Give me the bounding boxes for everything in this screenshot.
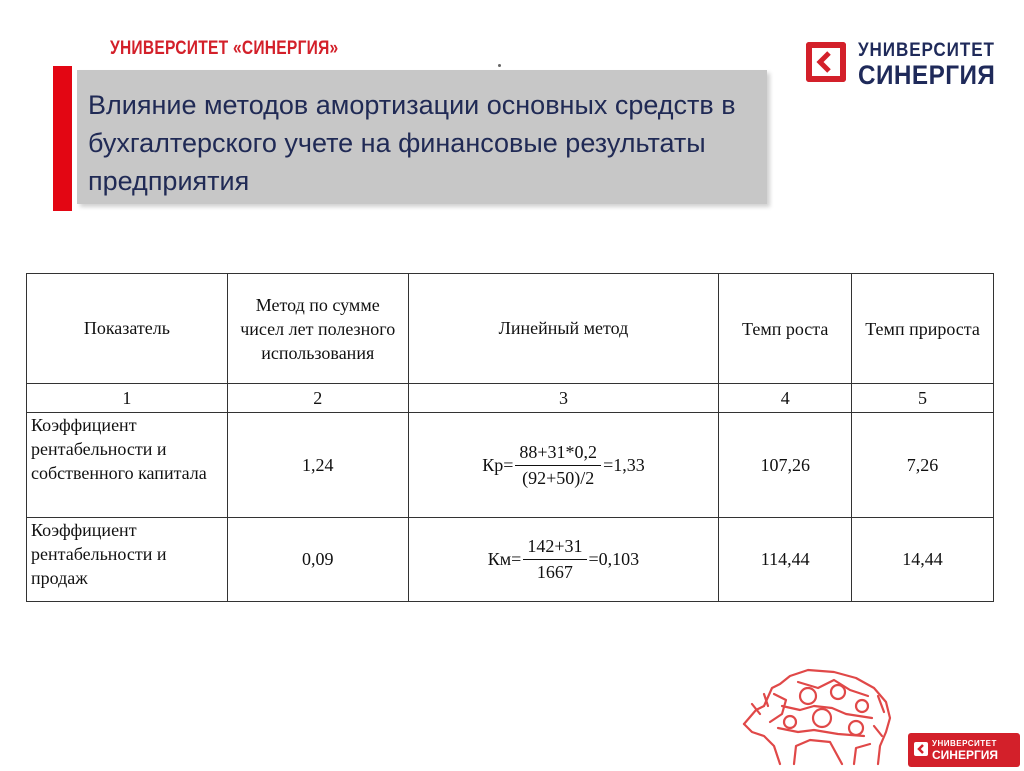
header-linear-method: Линейный метод	[408, 274, 719, 384]
footer-logo-mark-icon	[914, 742, 928, 756]
row-sum-years-value: 0,09	[227, 518, 408, 602]
footer-logo-text-bottom: СИНЕРГИЯ	[932, 748, 999, 762]
column-number: 4	[719, 384, 852, 413]
header-growth-rate: Темп роста	[719, 274, 852, 384]
formula-kr	[482, 442, 644, 489]
logo-text-bottom: СИНЕРГИЯ	[858, 60, 996, 90]
row-increase-value: 14,44	[852, 518, 994, 602]
formula-km	[488, 536, 639, 583]
row-formula-cell	[408, 518, 719, 602]
row-label: Коэффициент рентабельности и собственного капитала	[27, 413, 228, 518]
brand-header-text: УНИВЕРСИТЕТ «СИНЕРГИЯ»	[110, 38, 339, 59]
table-row	[27, 518, 994, 602]
table-number-row	[27, 384, 994, 413]
row-label: Коэффициент рентабельности и продаж	[27, 518, 228, 602]
slide-title: Влияние методов амортизации основных средств в бухгалтерского учете на финансовые результаты предприятия	[88, 90, 736, 196]
formula-result: =0,103	[588, 549, 640, 569]
title-accent-bar	[53, 66, 72, 211]
row-growth-value: 107,26	[719, 413, 852, 518]
formula-fraction	[523, 536, 586, 583]
rhino-icon	[738, 666, 900, 766]
row-growth-value: 114,44	[719, 518, 852, 602]
table-header-row	[27, 274, 994, 384]
row-formula-cell	[408, 413, 719, 518]
header-sum-years-method: Метод по сумме чисел лет полезного использования	[227, 274, 408, 384]
formula-fraction	[515, 442, 601, 489]
formula-numerator: 88+31*0,2	[515, 442, 601, 466]
formula-lhs: Км=	[487, 549, 522, 569]
university-logo[interactable]	[806, 40, 1016, 90]
row-increase-value: 7,26	[852, 413, 994, 518]
column-number: 1	[27, 384, 228, 413]
title-box	[77, 70, 767, 204]
header-indicator: Показатель	[27, 274, 228, 384]
column-number: 3	[408, 384, 719, 413]
footer-logo[interactable]	[908, 733, 1020, 767]
header-increase-rate: Темп прироста	[852, 274, 994, 384]
separator-dot	[498, 64, 501, 67]
footer-logo-text-top: УНИВЕРСИТЕТ	[932, 739, 997, 748]
column-number: 2	[227, 384, 408, 413]
formula-lhs: Кр=	[482, 454, 514, 475]
formula-numerator: 142+31	[523, 536, 586, 560]
table-row	[27, 413, 994, 518]
formula-result: =1,33	[603, 454, 645, 475]
logo-mark-icon	[806, 42, 846, 82]
formula-denominator: (92+50)/2	[522, 467, 595, 488]
logo-text-top: УНИВЕРСИТЕТ	[858, 40, 995, 61]
row-sum-years-value: 1,24	[227, 413, 408, 518]
column-number: 5	[852, 384, 994, 413]
formula-denominator: 1667	[536, 562, 573, 582]
depreciation-table	[26, 273, 994, 602]
